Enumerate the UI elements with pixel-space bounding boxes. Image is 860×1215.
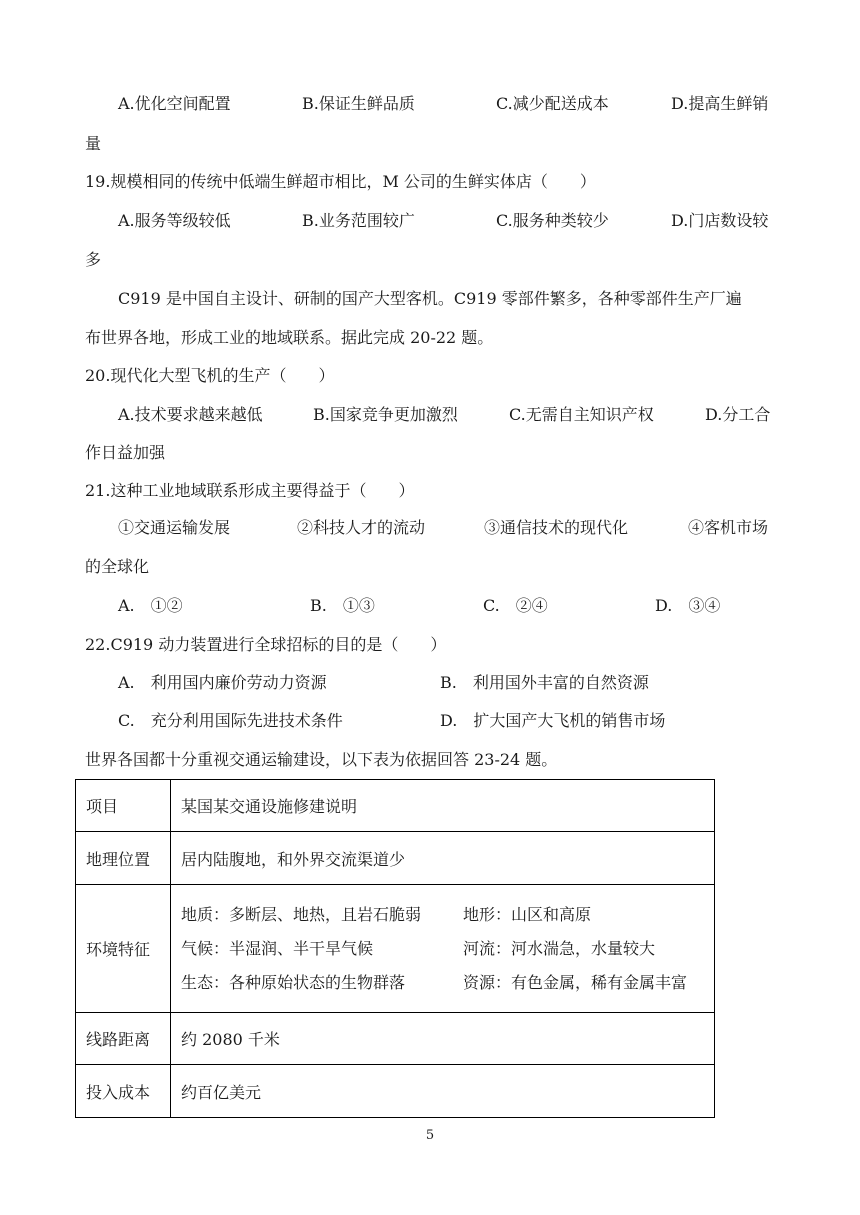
q21-option-b: B. ①③ <box>310 596 375 615</box>
table-row <box>76 885 715 1013</box>
q21-stem: 21.这种工业地域联系形成主要得益于（ ） <box>85 481 415 500</box>
q19-option-d: D.门店数设较 <box>671 211 769 230</box>
environment-line <box>181 932 704 966</box>
q22-stem: 22.C919 动力装置进行全球招标的目的是（ ） <box>85 635 447 654</box>
table-value-distance: 约 2080 千米 <box>171 1013 715 1065</box>
table-key-environment: 环境特征 <box>76 885 171 1013</box>
q21-item-4: ④客机市场 <box>688 518 769 537</box>
env-climate: 气候：半湿润、半干旱气候 <box>181 938 374 958</box>
page-number: 5 <box>425 1128 435 1143</box>
q19-stem: 19.规模相同的传统中低端生鲜超市相比，M 公司的生鲜实体店（ ） <box>85 172 596 191</box>
q22-option-b: B. 利用国外丰富的自然资源 <box>440 673 649 692</box>
q18-option-c: C.减少配送成本 <box>496 94 609 113</box>
q18-option-d: D.提高生鲜销 <box>671 94 769 113</box>
q20-stem: 20.现代化大型飞机的生产（ ） <box>85 366 335 385</box>
table-key-project: 项目 <box>76 780 171 832</box>
q21-option-d: D. ③④ <box>655 596 721 615</box>
env-resources: 资源：有色金属，稀有金属丰富 <box>463 972 688 992</box>
facility-info-table <box>75 779 715 1118</box>
q19-option-b: B.业务范围较广 <box>302 211 415 230</box>
env-geology: 地质：多断层、地热，且岩石脆弱 <box>181 904 422 924</box>
environment-line <box>181 898 704 932</box>
q22-option-a: A. 利用国内廉价劳动力资源 <box>118 673 327 692</box>
table-key-distance: 线路距离 <box>76 1013 171 1065</box>
c919-passage-line1: C919 是中国自主设计、研制的国产大型客机。C919 零部件繁多，各种零部件生产厂遍 <box>118 289 742 308</box>
table-key-location: 地理位置 <box>76 832 171 885</box>
q20-option-a: A.技术要求越来越低 <box>118 405 263 424</box>
table-value-project: 某国某交通设施修建说明 <box>171 780 715 832</box>
q18-option-b: B.保证生鲜品质 <box>302 94 415 113</box>
table-value-cost: 约百亿美元 <box>171 1065 715 1118</box>
q18-option-d-wrap: 量 <box>85 134 102 153</box>
env-ecology: 生态：各种原始状态的生物群落 <box>181 972 406 992</box>
q19-option-d-wrap: 多 <box>85 250 102 269</box>
table-intro: 世界各国都十分重视交通运输建设，以下表为依据回答 23-24 题。 <box>85 750 558 769</box>
table-key-cost: 投入成本 <box>76 1065 171 1118</box>
env-river: 河流：河水湍急，水量较大 <box>463 938 656 958</box>
q21-item-1: ①交通运输发展 <box>118 518 231 537</box>
table-row <box>76 832 715 885</box>
table-row <box>76 780 715 832</box>
q19-option-c: C.服务种类较少 <box>496 211 609 230</box>
q22-option-c: C. 充分利用国际先进技术条件 <box>118 711 343 730</box>
q18-option-a: A.优化空间配置 <box>118 94 231 113</box>
q20-option-d: D.分工合 <box>705 405 771 424</box>
table-value-location: 居内陆腹地，和外界交流渠道少 <box>171 832 715 885</box>
env-terrain: 地形：山区和高原 <box>463 904 592 924</box>
q21-item-3: ③通信技术的现代化 <box>484 518 629 537</box>
q21-item-2: ②科技人才的流动 <box>297 518 426 537</box>
table-row <box>76 1065 715 1118</box>
q22-option-d: D. 扩大国产大飞机的销售市场 <box>440 711 666 730</box>
q20-option-b: B.国家竞争更加激烈 <box>313 405 458 424</box>
q21-option-a: A. ①② <box>118 596 183 615</box>
table-row <box>76 1013 715 1065</box>
table-value-environment <box>171 885 715 1013</box>
q20-option-c: C.无需自主知识产权 <box>509 405 654 424</box>
c919-passage-line2: 布世界各地，形成工业的地域联系。据此完成 20-22 题。 <box>85 328 494 347</box>
q21-item-4-wrap: 的全球化 <box>85 557 150 576</box>
q20-option-d-wrap: 作日益加强 <box>85 443 166 462</box>
q19-option-a: A.服务等级较低 <box>118 211 231 230</box>
q21-option-c: C. ②④ <box>483 596 548 615</box>
environment-line <box>181 966 704 1000</box>
